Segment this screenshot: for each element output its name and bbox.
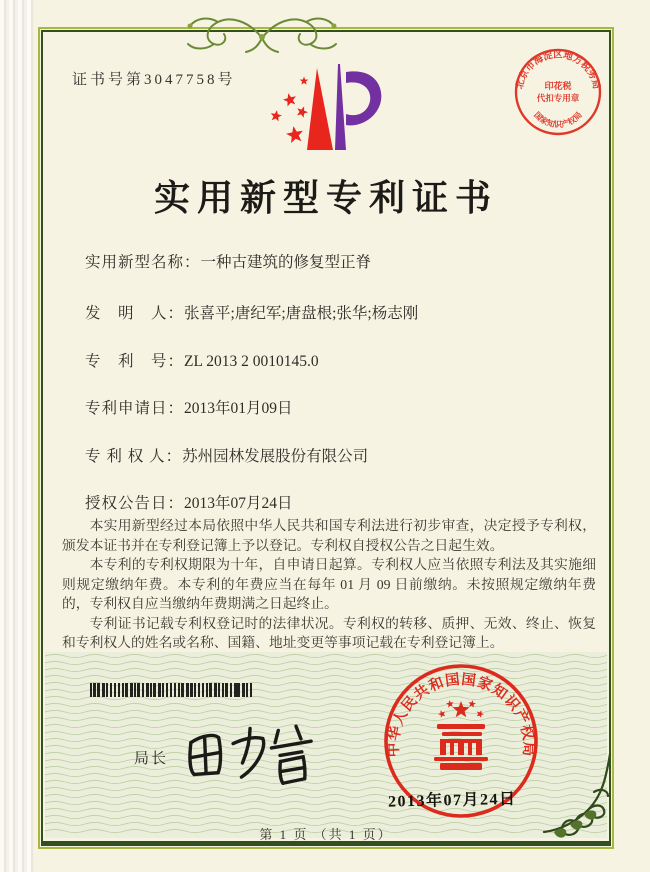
legal-paragraph-2: 本专利的专利权期限为十年，自申请日起算。专利权人应当依照专利法及其实施细则规定缴纳年费。本专利的年费应当在每年 01 月 09 日前缴纳。未按照规定缴纳年费的，专利权自应当缴纳年费期满之日起终止。 [62, 557, 596, 611]
field-patentee [85, 444, 368, 466]
seal-date: 2013年07月24日 [387, 790, 517, 811]
cnipa-logo [260, 54, 392, 162]
field-value: 2013年01月09日 [184, 400, 293, 417]
office-seal-arc-text: 中华人民共和国国家知识产权局 [385, 671, 537, 758]
field-inventors [85, 301, 418, 323]
tax-seal-arc-bottom: 国家知识产权局 [532, 110, 584, 130]
field-label: 专 利 权 人： [85, 448, 183, 465]
book-spine-edge [0, 0, 34, 872]
field-label: 授权公告日： [85, 495, 185, 512]
tax-seal-center-line1: 印花税 [544, 81, 572, 91]
certificate-title: 实用新型专利证书 [153, 178, 498, 218]
field-label: 实用新型名称： [85, 254, 201, 271]
certificate-number: 证书号第3047758号 [72, 72, 236, 88]
svg-text:国家知识产权局 [532, 110, 584, 130]
legal-paragraph-3: 专利证书记载专利权登记时的法律状况。专利权的转移、质押、无效、终止、恢复和专利权人的姓名或名称、国籍、地址变更等事项记载在专利登记簿上。 [62, 615, 596, 650]
legal-text-section [62, 516, 596, 653]
top-dragon-ornament-icon [178, 8, 346, 58]
field-value: ZL 2013 2 0010145.0 [184, 353, 319, 370]
field-value: 苏州园林发展股份有限公司 [182, 448, 369, 465]
tax-seal-center-line2: 代扣专用章 [536, 93, 580, 103]
page-footer: 第 1 页 （共 1 页） [259, 827, 393, 842]
field-utility-model-name [85, 250, 371, 272]
national-emblem-icon [434, 700, 488, 770]
tax-stamp-seal [510, 44, 606, 140]
field-application-date [85, 396, 293, 418]
field-label: 专利申请日： [85, 400, 185, 417]
field-value: 张喜平;唐纪军;唐盘根;张华;杨志刚 [184, 305, 419, 322]
field-value: 2013年07月24日 [184, 495, 293, 512]
field-patent-number [85, 349, 319, 371]
legal-paragraph-1: 本实用新型经过本局依照中华人民共和国专利法进行初步审查，决定授予专利权，颁发本证书并在专利登记簿上予以登记。专利权自授权公告之日起生效。 [62, 518, 596, 553]
field-value: 一种古建筑的修复型正脊 [200, 254, 372, 271]
field-label: 专 利 号： [85, 353, 185, 370]
field-label: 发 明 人： [85, 305, 185, 322]
tax-seal-arc-top: 北京市海淀区地方税务局 [515, 50, 601, 91]
field-grant-date [85, 491, 293, 513]
director-title-label: 局长 [134, 751, 169, 767]
barcode [90, 683, 254, 697]
director-signature [172, 716, 342, 798]
